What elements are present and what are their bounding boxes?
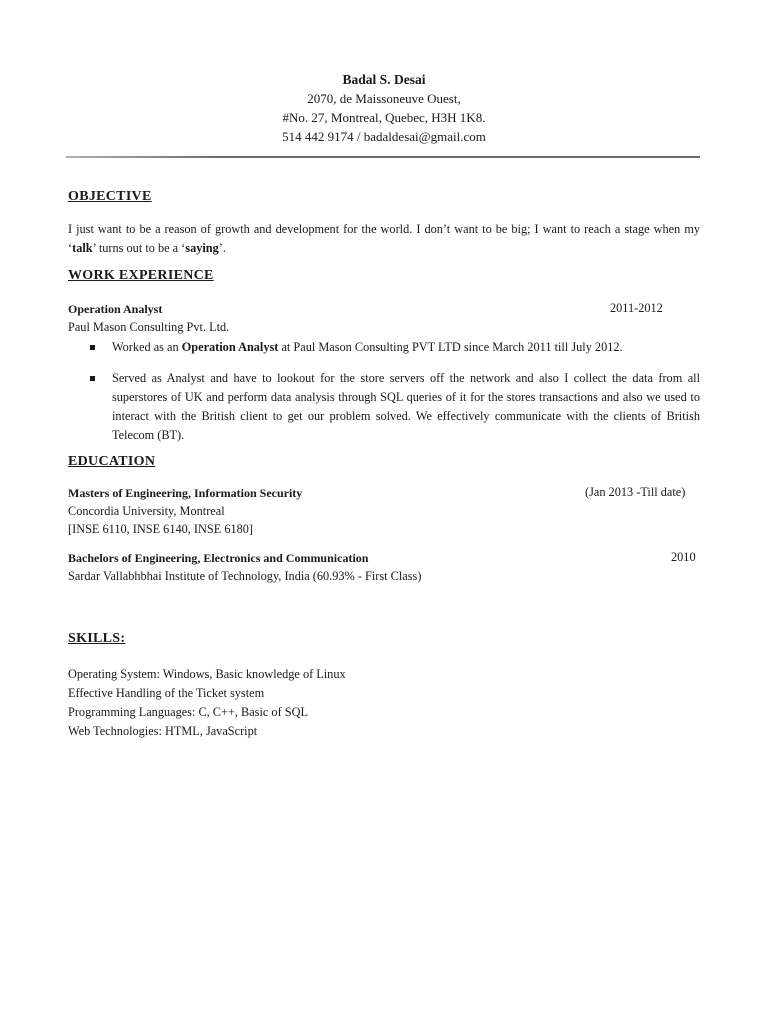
bullet-square-icon [90,376,95,381]
address-line-1: 2070, de Maissoneuve Ouest, [307,91,461,106]
objective-talk: talk [72,241,93,255]
bullet-square-icon [90,345,95,350]
job-bullets [88,338,700,445]
skill-item: Operating System: Windows, Basic knowledge of Linux [68,667,346,681]
objective-saying: saying [185,241,219,255]
objective-text: I just want to be a reason of growth and development for the world. I don’t want to be big; I want to reach a stage when my ‘talk’ turns out to be a ‘saying’. [68,222,700,255]
candidate-name: Badal S. Desai [342,72,426,87]
job-company: Paul Mason Consulting Pvt. Ltd. [68,320,230,334]
edu-dates-2: 2010 [671,550,696,564]
work-experience-heading: WORK EXPERIENCE [68,268,214,283]
skill-item: Web Technologies: HTML, JavaScript [68,724,258,738]
edu-school-1: Concordia University, Montreal [68,504,225,518]
skill-item: Effective Handling of the Ticket system [68,686,265,700]
education-heading: EDUCATION [68,454,156,469]
job-role: Operation Analyst [68,302,163,316]
address-line-2: #No. 27, Montreal, Quebec, H3H 1K8. [282,110,486,125]
edu-degree-1: Masters of Engineering, Information Security [68,486,303,500]
edu-dates-1: (Jan 2013 -Till date) [585,485,686,499]
header-divider [66,156,700,158]
job-bullet-2: Served as Analyst and have to lookout for the store servers off the network and also I collect the data from all superstores of UK and perform data analysis through SQL queries of it for the stores transactions and also we used to interact with the British client to get our problem solved. We effectively communicate with the clients of British Telecom (BT). [88,369,700,445]
objective-heading: OBJECTIVE [68,189,152,204]
skills-heading: SKILLS: [68,631,126,646]
edu-school-2: Sardar Vallabhbhai Institute of Technology, India (60.93% - First Class) [68,569,422,583]
edu-degree-2: Bachelors of Engineering, Electronics and Communication [68,551,369,565]
job-bullet-1: Worked as an Operation Analyst at Paul Mason Consulting PVT LTD since March 2011 till July 2012. [88,338,700,357]
edu-details-1: [INSE 6110, INSE 6140, INSE 6180] [68,522,254,536]
resume-header [0,70,768,146]
skill-item: Programming Languages: C, C++, Basic of SQL [68,705,308,719]
job-dates: 2011-2012 [610,301,663,315]
contact-info: 514 442 9174 / badaldesai@gmail.com [282,129,486,144]
